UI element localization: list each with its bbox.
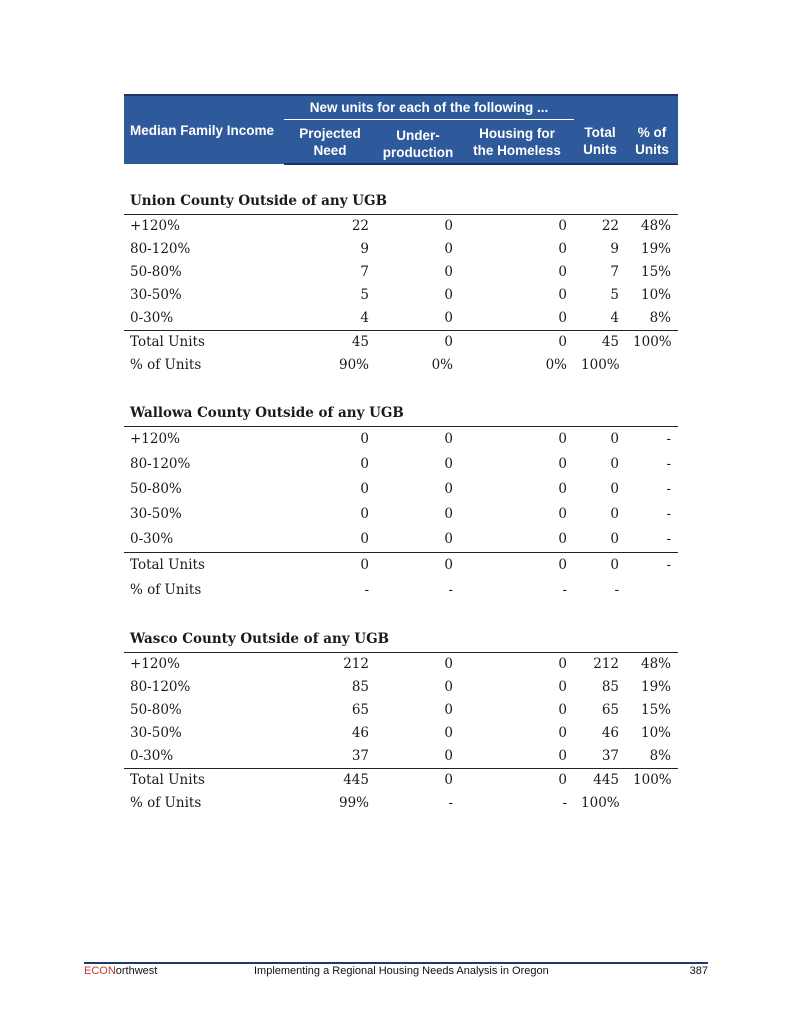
- row-label: Total Units: [124, 553, 284, 579]
- section-title: Wasco County Outside of any UGB: [124, 626, 678, 653]
- value-cell: 0: [284, 553, 376, 579]
- value-cell: 85: [351, 679, 369, 695]
- value-cell: 212: [343, 656, 369, 672]
- row-label: +120%: [130, 431, 180, 447]
- section-title: Union County Outside of any UGB: [124, 188, 678, 215]
- row-label: 0-30%: [130, 531, 174, 547]
- value-cell: 100%: [626, 769, 678, 793]
- housing-needs-table-container: [124, 94, 678, 815]
- row-label: % of Units: [130, 795, 202, 811]
- header-pct-units: % of Units: [626, 120, 678, 165]
- table-row: [124, 215, 678, 239]
- pct-of-units-row: [124, 354, 678, 377]
- value-cell: 0: [444, 287, 453, 303]
- header-blank-total: [574, 95, 626, 120]
- table-row: [124, 261, 678, 284]
- value-cell: -: [666, 431, 672, 447]
- row-label: +120%: [130, 218, 180, 234]
- value-cell: 212: [593, 656, 620, 672]
- value-cell: -: [448, 795, 453, 811]
- value-cell: 0: [444, 725, 453, 741]
- value-cell: 0%: [431, 357, 453, 373]
- value-cell: 0%: [545, 357, 568, 373]
- row-label: % of Units: [130, 582, 202, 598]
- value-cell: 90%: [338, 357, 369, 373]
- value-cell: 0: [360, 506, 369, 522]
- section-title-row: [124, 400, 678, 427]
- value-cell: 0: [444, 431, 453, 447]
- value-cell: 0: [460, 769, 574, 793]
- value-cell: 0: [376, 769, 460, 793]
- value-cell: 19%: [641, 679, 672, 695]
- row-label: 0-30%: [130, 310, 174, 326]
- value-cell: 0: [558, 431, 568, 447]
- value-cell: 0: [376, 331, 460, 355]
- row-label: 50-80%: [130, 481, 182, 497]
- value-cell: [626, 354, 678, 377]
- table-row: [124, 307, 678, 331]
- value-cell: 0: [444, 748, 453, 764]
- value-cell: 0: [558, 702, 568, 718]
- value-cell: 0: [558, 310, 568, 326]
- value-cell: 5: [360, 287, 369, 303]
- value-cell: 48%: [641, 218, 672, 234]
- table-row: [124, 427, 678, 453]
- value-cell: 7: [360, 264, 369, 280]
- value-cell: 46: [601, 725, 620, 741]
- value-cell: 37: [601, 748, 620, 764]
- value-cell: -: [448, 582, 453, 598]
- row-label: 50-80%: [130, 264, 182, 280]
- value-cell: 0: [558, 748, 568, 764]
- value-cell: 0: [558, 218, 568, 234]
- footer-rule: [84, 962, 708, 964]
- value-cell: 0: [558, 725, 568, 741]
- value-cell: 9: [610, 241, 620, 257]
- value-cell: 0: [444, 702, 453, 718]
- value-cell: 37: [351, 748, 369, 764]
- value-cell: 85: [601, 679, 620, 695]
- pct-of-units-row: [124, 792, 678, 815]
- value-cell: 5: [610, 287, 620, 303]
- value-cell: 8%: [649, 748, 672, 764]
- value-cell: 100%: [581, 357, 620, 373]
- value-cell: 0: [610, 431, 620, 447]
- value-cell: 445: [284, 769, 376, 793]
- row-label: Total Units: [124, 769, 284, 793]
- row-label: 30-50%: [130, 725, 182, 741]
- footer-brand: ECONorthwest: [84, 965, 158, 977]
- value-cell: 0: [460, 553, 574, 579]
- table-header: [124, 95, 678, 164]
- row-label: 80-120%: [130, 241, 191, 257]
- value-cell: [626, 578, 678, 603]
- value-cell: -: [614, 582, 620, 598]
- value-cell: 0: [610, 481, 620, 497]
- value-cell: 22: [351, 218, 369, 234]
- value-cell: 0: [444, 456, 453, 472]
- value-cell: -: [666, 481, 672, 497]
- value-cell: 45: [574, 331, 626, 355]
- value-cell: 0: [610, 456, 620, 472]
- value-cell: 0: [558, 287, 568, 303]
- value-cell: 15%: [641, 264, 672, 280]
- table-row: [124, 699, 678, 722]
- section-title-row: [124, 188, 678, 215]
- header-underproduction: Under- production: [376, 120, 460, 165]
- value-cell: 0: [444, 241, 453, 257]
- value-cell: 0: [558, 656, 568, 672]
- table-row: [124, 284, 678, 307]
- value-cell: -: [666, 531, 672, 547]
- value-cell: 45: [284, 331, 376, 355]
- value-cell: 100%: [581, 795, 620, 811]
- table-row: [124, 238, 678, 261]
- value-cell: 0: [360, 531, 369, 547]
- row-label: 0-30%: [130, 748, 174, 764]
- value-cell: 10%: [641, 287, 672, 303]
- value-cell: 4: [360, 310, 369, 326]
- row-label: % of Units: [130, 357, 202, 373]
- value-cell: 445: [574, 769, 626, 793]
- total-units-row: [124, 769, 678, 793]
- value-cell: 15%: [641, 702, 672, 718]
- value-cell: 0: [558, 264, 568, 280]
- table-row: [124, 676, 678, 699]
- value-cell: 19%: [641, 241, 672, 257]
- section-title: Wallowa County Outside of any UGB: [124, 400, 678, 427]
- value-cell: 0: [444, 310, 453, 326]
- value-cell: [626, 792, 678, 815]
- section-spacer: [124, 164, 678, 188]
- header-housing-homeless: Housing for the Homeless: [460, 120, 574, 165]
- value-cell: 0: [376, 553, 460, 579]
- pct-of-units-row: [124, 578, 678, 603]
- value-cell: 48%: [641, 656, 672, 672]
- value-cell: 0: [444, 679, 453, 695]
- value-cell: 22: [601, 218, 620, 234]
- footer-document-title: Implementing a Regional Housing Needs Analysis in Oregon: [254, 965, 549, 977]
- total-units-row: [124, 331, 678, 355]
- value-cell: 0: [360, 481, 369, 497]
- header-total-units: Total Units: [574, 120, 626, 165]
- page-number: 387: [689, 965, 708, 977]
- value-cell: 0: [558, 241, 568, 257]
- table-row: [124, 745, 678, 769]
- table-row: [124, 452, 678, 477]
- value-cell: 99%: [338, 795, 369, 811]
- value-cell: 0: [360, 456, 369, 472]
- value-cell: 0: [610, 506, 620, 522]
- section-spacer: [124, 603, 678, 626]
- row-label: 30-50%: [130, 287, 182, 303]
- value-cell: 0: [444, 506, 453, 522]
- header-blank-pct: [626, 95, 678, 120]
- section-title-row: [124, 626, 678, 653]
- value-cell: -: [364, 582, 369, 598]
- table-body: [124, 164, 678, 815]
- value-cell: -: [562, 795, 568, 811]
- value-cell: 0: [610, 531, 620, 547]
- value-cell: 0: [558, 481, 568, 497]
- row-label: 80-120%: [130, 456, 191, 472]
- value-cell: 4: [610, 310, 620, 326]
- row-label: 50-80%: [130, 702, 182, 718]
- value-cell: 0: [558, 456, 568, 472]
- value-cell: 9: [360, 241, 369, 257]
- value-cell: -: [666, 456, 672, 472]
- row-label: Total Units: [124, 331, 284, 355]
- value-cell: 0: [558, 531, 568, 547]
- value-cell: 0: [444, 481, 453, 497]
- table-row: [124, 502, 678, 527]
- value-cell: 0: [460, 331, 574, 355]
- row-label: +120%: [130, 656, 180, 672]
- table-row: [124, 722, 678, 745]
- section-spacer: [124, 377, 678, 400]
- row-label: 30-50%: [130, 506, 182, 522]
- header-projected-need: Projected Need: [284, 120, 376, 165]
- header-group-new-units: New units for each of the following ...: [284, 95, 574, 120]
- housing-needs-table: [124, 94, 678, 815]
- value-cell: 0: [558, 679, 568, 695]
- value-cell: 0: [444, 264, 453, 280]
- value-cell: 0: [558, 506, 568, 522]
- total-units-row: [124, 553, 678, 579]
- value-cell: 0: [444, 531, 453, 547]
- value-cell: -: [562, 582, 568, 598]
- value-cell: 0: [444, 656, 453, 672]
- page-footer: [84, 965, 708, 981]
- value-cell: 10%: [641, 725, 672, 741]
- value-cell: 65: [601, 702, 620, 718]
- value-cell: -: [626, 553, 678, 579]
- header-median-family-income: Median Family Income: [124, 95, 284, 164]
- table-row: [124, 527, 678, 553]
- value-cell: -: [666, 506, 672, 522]
- table-row: [124, 653, 678, 677]
- row-label: 80-120%: [130, 679, 191, 695]
- value-cell: 0: [574, 553, 626, 579]
- value-cell: 8%: [649, 310, 672, 326]
- value-cell: 65: [351, 702, 369, 718]
- table-row: [124, 477, 678, 502]
- value-cell: 100%: [626, 331, 678, 355]
- value-cell: 0: [360, 431, 369, 447]
- value-cell: 46: [351, 725, 369, 741]
- value-cell: 7: [610, 264, 620, 280]
- value-cell: 0: [444, 218, 453, 234]
